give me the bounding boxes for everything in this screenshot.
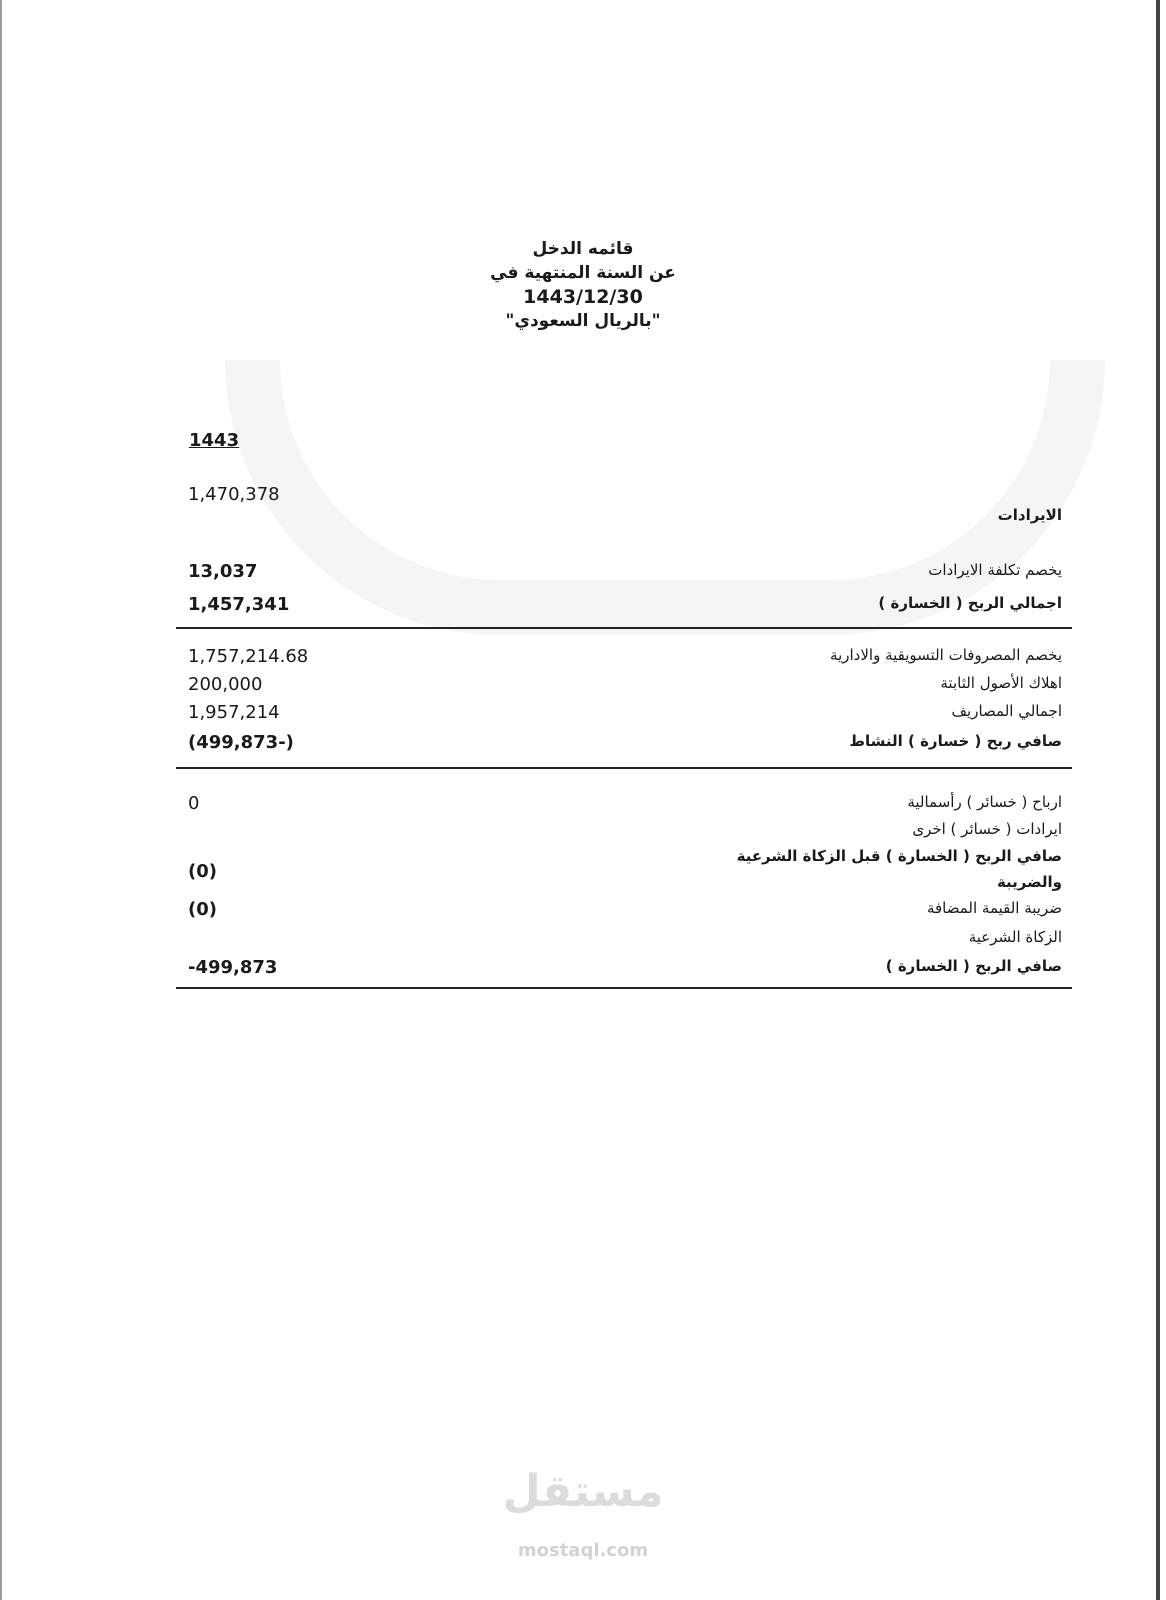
table-row: [176, 957, 1072, 983]
row-value: 0: [188, 793, 200, 814]
row-label: ايرادات ( خسائر ) اخرى: [912, 820, 1062, 838]
statement-subtitle: عن السنة المنتهية في: [490, 263, 676, 283]
row-label: اجمالي المصاريف: [951, 702, 1062, 720]
row-value: 1,470,378: [188, 484, 280, 505]
statement-date: 1443/12/30: [523, 286, 643, 308]
row-label: الايرادات: [997, 506, 1062, 524]
section-divider: [176, 627, 1072, 629]
table-row: [176, 793, 1072, 819]
row-value: 1,457,341: [188, 594, 290, 615]
table-row: [176, 674, 1072, 700]
watermark-logo-arabic: مستقل: [502, 1466, 664, 1517]
statement-title: قائمه الدخل: [532, 239, 634, 259]
row-value: 200,000: [188, 674, 263, 695]
statement-header: [0, 237, 1166, 333]
table-row: [176, 873, 1072, 899]
row-label: ضريبة القيمة المضافة: [926, 899, 1062, 917]
row-label: يخصم تكلفة الايرادات: [928, 561, 1062, 579]
row-value: 1,757,214.68: [188, 646, 309, 667]
row-label: والضريبة: [996, 873, 1062, 891]
row-value: -499,873: [188, 957, 278, 978]
row-value: (0): [188, 899, 217, 920]
table-row: [176, 594, 1072, 620]
table-row: [176, 561, 1072, 587]
table-row: [176, 820, 1072, 846]
table-row: [176, 928, 1072, 954]
row-label: اجمالي الربح ( الخسارة ): [878, 594, 1062, 612]
row-label: صافي ربح ( خسارة ) النشاط: [849, 732, 1062, 750]
table-row: [176, 506, 1072, 532]
row-value: 1,957,214: [188, 702, 280, 723]
table-row: [176, 732, 1072, 758]
row-label: صافي الربح ( الخسارة ) قبل الزكاة الشرعية: [736, 847, 1062, 865]
row-value: 13,037: [188, 561, 258, 582]
column-year: 1443: [189, 430, 240, 451]
table-row: [176, 702, 1072, 728]
row-label: يخصم المصروفات التسويقية والادارية: [830, 646, 1062, 664]
row-label: ارباح ( خسائر ) رأسمالية: [907, 793, 1062, 811]
statement-currency: "بالريال السعودي": [505, 311, 661, 331]
row-label: الزكاة الشرعية: [968, 928, 1062, 946]
watermark-logo-latin: mostaql.com: [517, 1540, 649, 1561]
row-value: (0): [188, 861, 217, 882]
row-label: صافي الربح ( الخسارة ): [885, 957, 1062, 975]
table-row: [176, 646, 1072, 672]
section-divider: [176, 987, 1072, 989]
row-label: اهلاك الأصول الثابتة: [940, 674, 1062, 692]
section-divider: [176, 767, 1072, 769]
row-value: (499,873-): [188, 732, 294, 753]
table-row: [176, 899, 1072, 925]
